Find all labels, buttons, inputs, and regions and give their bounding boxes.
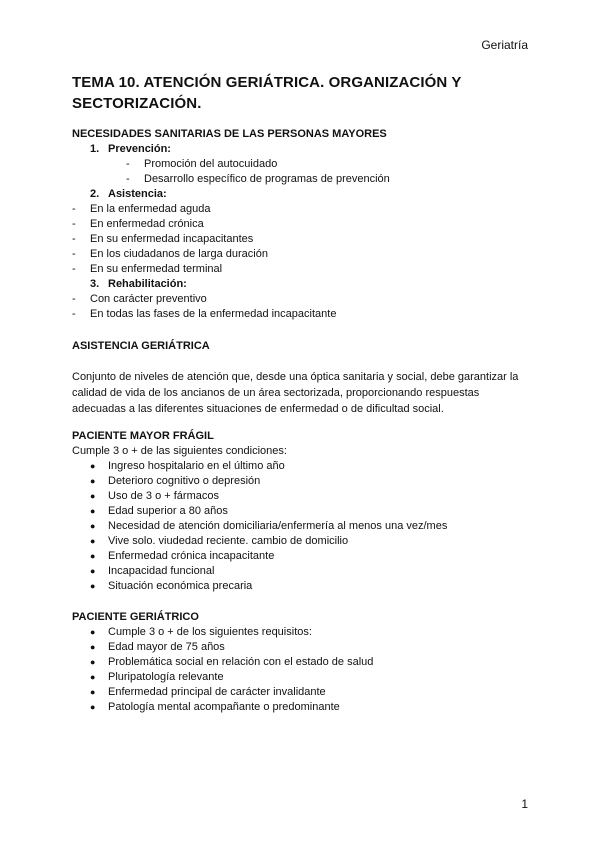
page-title: TEMA 10. ATENCIÓN GERIÁTRICA. ORGANIZACIÓN Y SECTORIZACIÓN. xyxy=(72,74,462,112)
sub-item: - Promoción del autocuidado xyxy=(126,158,278,170)
bullet-item: ● Pluripatología relevante xyxy=(90,671,224,683)
bullet-item: ● Uso de 3 o + fármacos xyxy=(90,490,219,502)
section-heading: ASISTENCIA GERIÁTRICA xyxy=(72,340,210,352)
page-header: Geriatría xyxy=(481,38,528,52)
bullet-item: ● Edad superior a 80 años xyxy=(90,505,228,517)
bullet-item: ● Enfermedad crónica incapacitante xyxy=(90,550,275,562)
section-paciente-geriatrico xyxy=(72,610,532,715)
section-paciente-fragil xyxy=(72,429,532,594)
bullet-item: ● Cumple 3 o + de los siguientes requisitos: xyxy=(90,626,312,638)
bullet-item: ● Situación económica precaria xyxy=(90,580,253,592)
dash-item: - En todas las fases de la enfermedad incapacitante xyxy=(72,308,337,320)
bullet-item: ● Vive solo. viudedad reciente. cambio de domicilio xyxy=(90,535,349,547)
section-necesidades xyxy=(72,127,532,322)
section-heading: NECESIDADES SANITARIAS DE LAS PERSONAS MAYORES xyxy=(72,128,387,140)
intro-text: Cumple 3 o + de las siguientes condiciones: xyxy=(72,445,287,457)
bullet-item: ● Deterioro cognitivo o depresión xyxy=(90,475,261,487)
section-heading: PACIENTE GERIÁTRICO xyxy=(72,611,199,623)
dash-item: - Con carácter preventivo xyxy=(72,293,207,305)
dash-item: - En su enfermedad incapacitantes xyxy=(72,233,254,245)
dash-item: - En enfermedad crónica xyxy=(72,218,204,230)
bullet-item: ● Edad mayor de 75 años xyxy=(90,641,225,653)
numbered-item: 2. Asistencia: xyxy=(90,188,167,200)
sub-item: - Desarrollo específico de programas de prevención xyxy=(126,173,390,185)
bullet-item: ● Incapacidad funcional xyxy=(90,565,215,577)
numbered-item: 1. Prevención: xyxy=(90,143,171,155)
numbered-item: 3. Rehabilitación: xyxy=(90,278,187,290)
bullet-item: ● Ingreso hospitalario en el último año xyxy=(90,460,285,472)
paragraph: Conjunto de niveles de atención que, desde una óptica sanitaria y social, debe garantizar la calidad de vida de los ancianos de un área sectorizada, proporcionando respuestas adecuadas a las diferentes situaciones de enfermedad o de dificultad social. xyxy=(72,371,519,415)
dash-item: - En la enfermedad aguda xyxy=(72,203,211,215)
section-heading: PACIENTE MAYOR FRÁGIL xyxy=(72,430,214,442)
bullet-item: ● Patología mental acompañante o predominante xyxy=(90,701,340,713)
section-asistencia xyxy=(72,339,532,417)
bullet-item: ● Necesidad de atención domiciliaria/enfermería al menos una vez/mes xyxy=(90,520,448,532)
dash-item: - En los ciudadanos de larga duración xyxy=(72,248,268,260)
page-number: 1 xyxy=(521,797,528,811)
bullet-item: ● Enfermedad principal de carácter invalidante xyxy=(90,686,326,698)
bullet-item: ● Problemática social en relación con el estado de salud xyxy=(90,656,374,668)
dash-item: - En su enfermedad terminal xyxy=(72,263,223,275)
